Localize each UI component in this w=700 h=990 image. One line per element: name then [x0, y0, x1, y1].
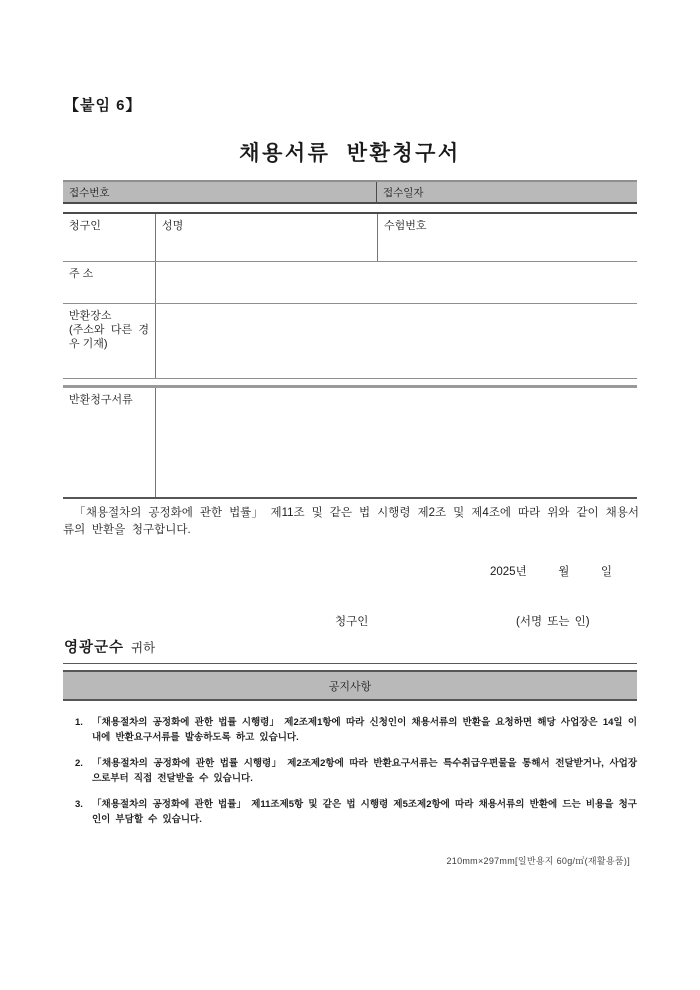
return-docs-input-cell[interactable] [155, 388, 637, 497]
return-place-label-cell [63, 304, 155, 378]
list-item [63, 757, 637, 786]
claimant-signature-label: 청구인 [335, 616, 369, 628]
list-item [63, 798, 637, 827]
table-row [63, 262, 637, 304]
horizontal-divider [63, 663, 637, 664]
return-docs-table [63, 385, 637, 499]
date-year: 2025년 [490, 566, 527, 578]
return-docs-label: 반환청구서류 [69, 394, 133, 406]
legal-statement: 「채용절차의 공정화에 관한 법률」 제11조 및 같은 법 시행령 제2조 및 제4조에 따라 위와 같이 채용서류의 반환을 청구합니다. [63, 507, 639, 536]
recipient-honorific: 귀하 [131, 641, 156, 655]
note-number: 3. [75, 799, 83, 810]
applicant-info-table [63, 212, 637, 379]
note-text: 「채용절차의 공정화에 관한 법률 시행령」 제2조제1항에 따라 신청인이 채용서류의 반환을 요청하면 해당 사업장은 14일 이내에 반환요구서류를 발송하도록 하고 있습니다. [92, 717, 637, 743]
exam-no-label: 수험번호 [384, 220, 427, 232]
list-item [63, 716, 637, 745]
date-day: 일 [600, 566, 612, 578]
address-label: 주 소 [69, 268, 94, 280]
note-text: 「채용절차의 공정화에 관한 법률」 제11조제5항 및 같은 법 시행령 제5조제2항에 따라 채용서류의 반환에 드는 비용을 청구인이 부담할 수 있습니다. [92, 799, 637, 825]
name-input-cell[interactable] [155, 214, 377, 261]
note-number: 2. [75, 758, 83, 769]
attachment-label: 【붙임 6】 [64, 97, 142, 114]
claimant-label: 청구인 [69, 220, 101, 232]
notice-list [63, 716, 637, 839]
table-row [63, 214, 637, 262]
return-place-input-cell[interactable] [155, 304, 637, 378]
receipt-no-cell[interactable] [63, 182, 377, 202]
receipt-header-row [63, 180, 637, 204]
recipient-line [64, 636, 155, 657]
table-row [63, 304, 637, 378]
address-input-cell[interactable] [155, 262, 637, 303]
receipt-no-label: 접수번호 [69, 187, 110, 199]
return-place-note: (주소와 다른 경우 기재) [69, 324, 149, 350]
receipt-date-label: 접수일자 [383, 187, 424, 199]
page-title: 채용서류 반환청구서 [239, 142, 461, 165]
signature-note: (서명 또는 인) [516, 616, 590, 628]
note-number: 1. [75, 717, 83, 728]
name-label: 성명 [162, 220, 184, 232]
note-text: 「채용절차의 공정화에 관한 법률 시행령」 제2조제2항에 따라 반환요구서류는 특수취급우편물을 통해서 전달받거나, 사업장으로부터 직접 전달받을 수 있습니다. [92, 758, 637, 784]
recipient-name: 영광군수 [64, 640, 125, 656]
paper-spec-footer: 210mm×297mm[일반용지 60g/㎡(재활용품)] [446, 856, 630, 866]
notice-title: 공지사항 [328, 680, 372, 693]
receipt-date-cell[interactable] [377, 182, 637, 202]
date-month: 월 [558, 566, 570, 578]
return-place-label: 반환장소 [69, 310, 112, 322]
notice-title-bar [63, 670, 637, 701]
exam-no-input-cell[interactable] [377, 214, 637, 261]
date-line [490, 563, 612, 579]
